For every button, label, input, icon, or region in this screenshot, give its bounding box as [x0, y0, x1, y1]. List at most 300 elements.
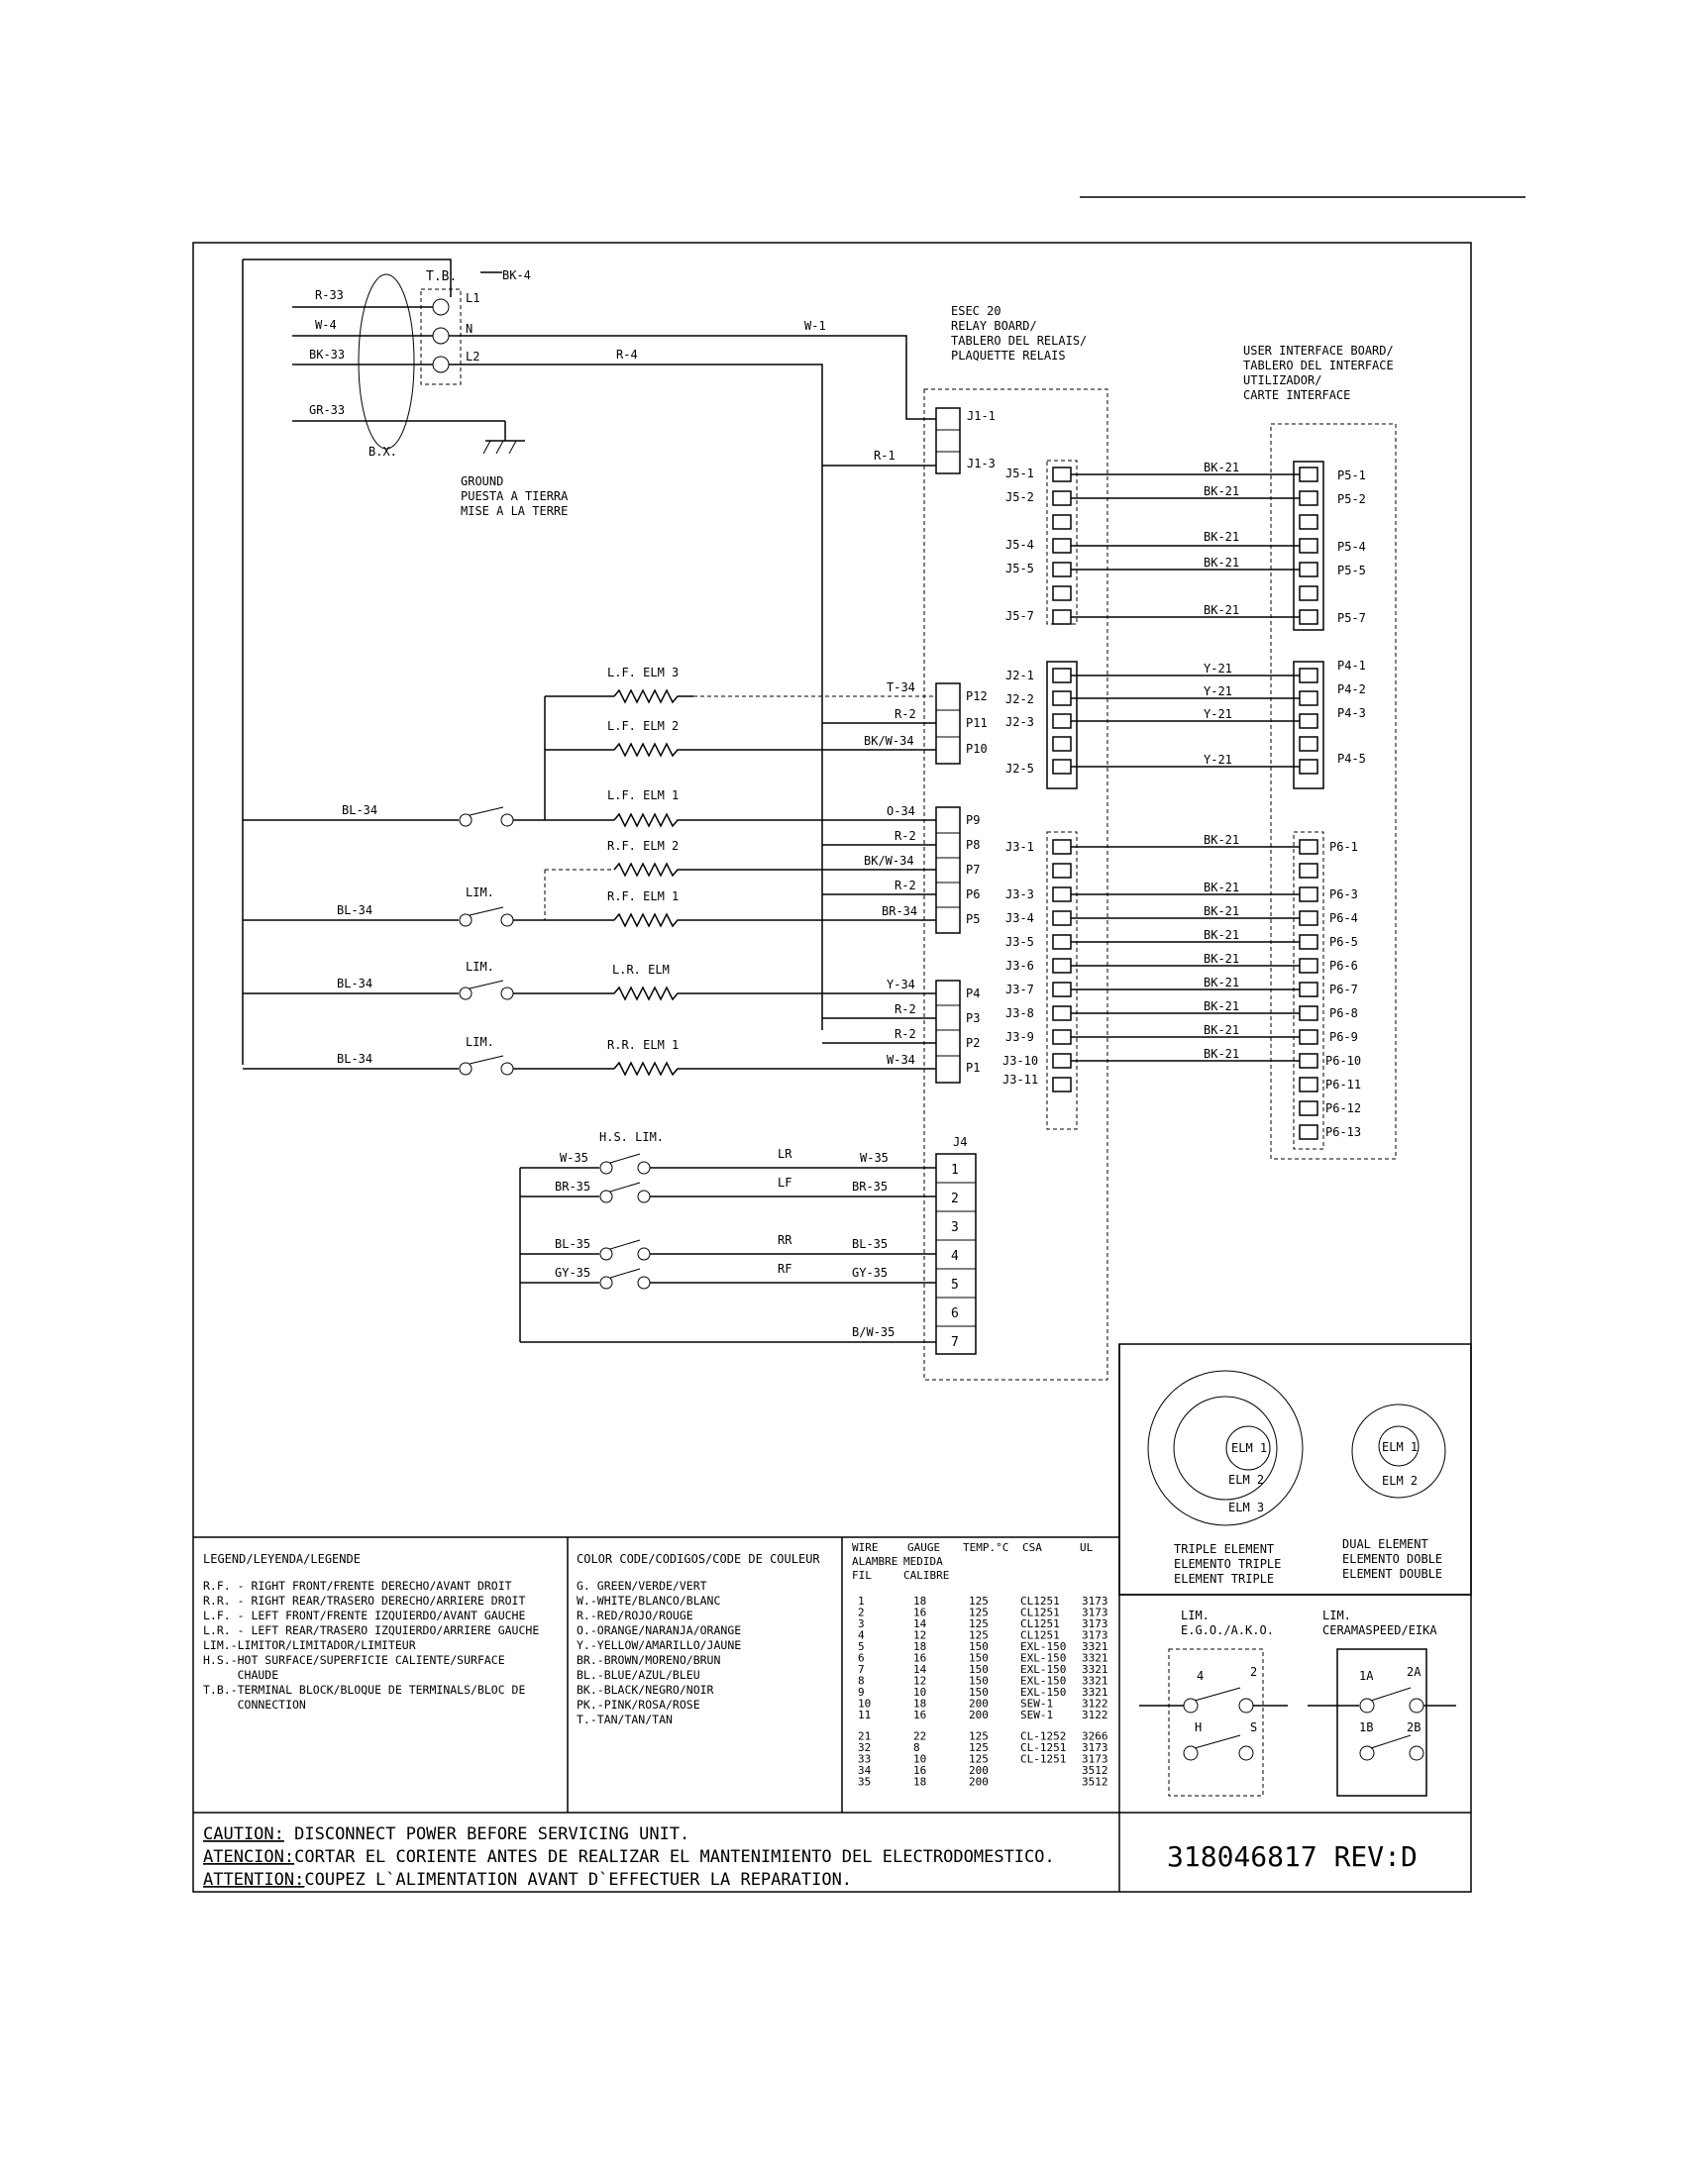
svg-text:P7: P7 [966, 863, 981, 877]
svg-text:R.F. ELM 2: R.F. ELM 2 [607, 839, 680, 853]
wire-table-cell: 14 [913, 1617, 927, 1630]
svg-text:6: 6 [951, 1306, 959, 1321]
svg-text:P4-5: P4-5 [1337, 752, 1366, 766]
svg-text:Y.-YELLOW/AMARILLO/JAUNE: Y.-YELLOW/AMARILLO/JAUNE [577, 1638, 742, 1652]
svg-text:R-2: R-2 [895, 1027, 916, 1041]
svg-text:P6-6: P6-6 [1329, 959, 1358, 973]
wire-table-cell: EXL-150 [1020, 1686, 1067, 1699]
svg-text:2A: 2A [1407, 1665, 1421, 1679]
svg-text:R-4: R-4 [616, 348, 638, 362]
svg-text:J3-11: J3-11 [1002, 1073, 1039, 1087]
wire-table-cell: 10 [858, 1697, 872, 1711]
svg-text:PLAQUETTE RELAIS: PLAQUETTE RELAIS [951, 349, 1066, 363]
svg-text:7: 7 [951, 1335, 959, 1350]
svg-text:LR: LR [778, 1147, 792, 1161]
svg-text:L.R. - LEFT REAR/TRASERO IZQUI: L.R. - LEFT REAR/TRASERO IZQUIERDO/ARRIERE GAUCHE [203, 1623, 540, 1637]
svg-text:BK-21: BK-21 [1204, 928, 1240, 942]
svg-text:R.R. - RIGHT REAR/TRASERO DERE: R.R. - RIGHT REAR/TRASERO DERECHO/ARRIERE DROIT [203, 1594, 526, 1608]
wire-table-cell: 21 [858, 1729, 872, 1743]
svg-text:L.F. - LEFT FRONT/FRENTE IZQUI: L.F. - LEFT FRONT/FRENTE IZQUIERDO/AVANT GAUCHE [203, 1609, 526, 1622]
svg-text:J1-3: J1-3 [967, 457, 996, 470]
svg-text:2B: 2B [1407, 1720, 1421, 1734]
svg-text:BK-21: BK-21 [1204, 530, 1240, 544]
svg-text:R-2: R-2 [895, 829, 916, 843]
wire-table-cell: 14 [913, 1663, 927, 1676]
wire-table-cell: CL1251 [1020, 1606, 1060, 1619]
svg-text:L2: L2 [466, 350, 480, 364]
j5-connector [1005, 461, 1077, 624]
svg-text:BK-21: BK-21 [1204, 556, 1240, 570]
wire-table-cell: 18 [913, 1640, 927, 1653]
wire-table-cell: 3321 [1082, 1640, 1108, 1653]
wire-table-cell: 150 [969, 1674, 989, 1688]
svg-text:G. GREEN/VERDE/VERT: G. GREEN/VERDE/VERT [577, 1579, 707, 1593]
wire-table-cell: 16 [913, 1709, 927, 1721]
heating-elements [545, 666, 693, 1075]
svg-text:J2-3: J2-3 [1005, 715, 1034, 729]
svg-text:P5-5: P5-5 [1337, 564, 1366, 577]
svg-text:WIRE: WIRE [852, 1541, 879, 1554]
svg-text:RELAY BOARD/: RELAY BOARD/ [951, 319, 1037, 333]
svg-text:J5-5: J5-5 [1005, 562, 1034, 575]
svg-text:CALIBRE: CALIBRE [903, 1569, 950, 1582]
svg-text:P6-5: P6-5 [1329, 935, 1358, 949]
svg-text:P6-9: P6-9 [1329, 1030, 1358, 1044]
svg-text:BR-34: BR-34 [882, 904, 918, 918]
wire-table-cell: 200 [969, 1775, 989, 1789]
svg-text:LIM.: LIM. [466, 1035, 494, 1049]
svg-text:ELM 1: ELM 1 [1382, 1440, 1419, 1454]
wire-table-cell: 9 [858, 1686, 865, 1699]
svg-text:P8: P8 [966, 838, 981, 852]
wire-table-cell: 12 [913, 1628, 927, 1642]
wire-table-cell: 125 [969, 1595, 989, 1608]
svg-text:J5-7: J5-7 [1005, 609, 1034, 623]
wire-table-cell: 150 [969, 1651, 989, 1665]
wire-table-cell: 1 [858, 1595, 865, 1608]
svg-text:J2-5: J2-5 [1005, 762, 1034, 776]
svg-text:TABLERO DEL INTERFACE: TABLERO DEL INTERFACE [1243, 359, 1394, 372]
wire-table-cell: 200 [969, 1709, 989, 1721]
wire-table-cell: 16 [913, 1764, 927, 1777]
wire-table-cell: 32 [858, 1741, 872, 1754]
svg-text:P6-1: P6-1 [1329, 840, 1358, 854]
svg-text:P5-4: P5-4 [1337, 540, 1366, 554]
svg-text:J3-3: J3-3 [1005, 887, 1034, 901]
svg-text:H: H [1195, 1720, 1203, 1734]
wire-table-cell: 3173 [1082, 1741, 1108, 1754]
svg-text:BK-21: BK-21 [1204, 952, 1240, 966]
svg-text:P10: P10 [966, 742, 988, 756]
j2-connector [1005, 662, 1077, 788]
svg-text:LIM.: LIM. [466, 885, 494, 899]
svg-text:P6-7: P6-7 [1329, 983, 1358, 996]
wire-table-cell: CL1251 [1020, 1617, 1060, 1630]
svg-text:ALAMBRE: ALAMBRE [852, 1555, 898, 1568]
svg-text:USER INTERFACE BOARD/: USER INTERFACE BOARD/ [1243, 344, 1394, 358]
svg-text:BL.-BLUE/AZUL/BLEU: BL.-BLUE/AZUL/BLEU [577, 1668, 700, 1682]
wire-table-cell: 3173 [1082, 1606, 1108, 1619]
svg-text:ESEC 20: ESEC 20 [951, 304, 1001, 318]
wire-table-cell: 125 [969, 1741, 989, 1754]
wire-table-cell: 4 [858, 1628, 865, 1642]
svg-text:ELM 1: ELM 1 [1231, 1441, 1268, 1455]
svg-text:J5-2: J5-2 [1005, 490, 1034, 504]
wire-table-cell: EXL-150 [1020, 1663, 1067, 1676]
svg-text:LF: LF [778, 1176, 792, 1190]
svg-text:GY-35: GY-35 [852, 1266, 889, 1280]
svg-text:ELEMENT DOUBLE: ELEMENT DOUBLE [1342, 1567, 1443, 1581]
svg-text:DUAL ELEMENT: DUAL ELEMENT [1342, 1537, 1428, 1551]
svg-text:J3-1: J3-1 [1005, 840, 1034, 854]
svg-text:LIM.: LIM. [1322, 1609, 1351, 1622]
tb-box [421, 289, 461, 384]
wire-table-cell: CL1251 [1020, 1595, 1060, 1608]
svg-text:FIL: FIL [852, 1569, 872, 1582]
svg-text:P4-1: P4-1 [1337, 659, 1366, 673]
wire-table-cell: 10 [913, 1752, 927, 1766]
hot-surface-section [520, 1130, 976, 1354]
svg-text:CERAMASPEED/EIKA: CERAMASPEED/EIKA [1322, 1623, 1437, 1637]
svg-text:GR-33: GR-33 [309, 403, 346, 417]
svg-text:R-1: R-1 [874, 449, 895, 463]
svg-text:J4: J4 [953, 1135, 968, 1149]
wire-table-cell: 35 [858, 1775, 872, 1789]
svg-text:J3-9: J3-9 [1005, 1030, 1034, 1044]
svg-text:W-4: W-4 [315, 318, 337, 332]
svg-text:Y-21: Y-21 [1204, 753, 1232, 767]
svg-text:P6-13: P6-13 [1325, 1125, 1362, 1139]
wire-table-cell: 125 [969, 1606, 989, 1619]
svg-text:5: 5 [951, 1278, 959, 1293]
wire-table-cell: 3266 [1082, 1729, 1108, 1743]
svg-text:T.-TAN/TAN/TAN: T.-TAN/TAN/TAN [577, 1713, 673, 1726]
svg-text:J2-2: J2-2 [1005, 692, 1034, 706]
wire-table-cell: 12 [913, 1674, 927, 1688]
j3-connector [1002, 832, 1077, 1129]
svg-text:ELM 2: ELM 2 [1382, 1474, 1419, 1488]
svg-text:LIM.: LIM. [1181, 1609, 1210, 1622]
wire-table-cell: 6 [858, 1651, 865, 1665]
bx-cable [359, 274, 414, 449]
wire-table-cell: 3173 [1082, 1628, 1108, 1642]
svg-text:ELM 2: ELM 2 [1228, 1473, 1265, 1487]
svg-text:BL-34: BL-34 [337, 903, 373, 917]
svg-text:J2-1: J2-1 [1005, 669, 1034, 682]
svg-text:W.-WHITE/BLANCO/BLANC: W.-WHITE/BLANCO/BLANC [577, 1594, 721, 1608]
svg-text:CHAUDE: CHAUDE [203, 1668, 279, 1682]
svg-text:BK-33: BK-33 [309, 348, 346, 362]
part-number: 318046817 REV:D [1167, 1840, 1418, 1873]
wire-table-cell: 3512 [1082, 1764, 1108, 1777]
svg-text:LEGEND/LEYENDA/LEGENDE: LEGEND/LEYENDA/LEGENDE [203, 1552, 361, 1566]
svg-text:J3-8: J3-8 [1005, 1006, 1034, 1020]
svg-text:P5: P5 [966, 912, 981, 926]
wire-table-cell: 3122 [1082, 1697, 1108, 1711]
svg-text:4: 4 [1197, 1669, 1205, 1683]
wire-table-cell: 18 [913, 1775, 927, 1789]
svg-text:CAUTION: DISCONNECT POWER BEFO: CAUTION: DISCONNECT POWER BEFORE SERVICING UNIT. [203, 1824, 690, 1844]
svg-text:E.G.O./A.K.O.: E.G.O./A.K.O. [1181, 1623, 1274, 1637]
wire-table-cell: 18 [913, 1595, 927, 1608]
svg-text:P12: P12 [966, 689, 988, 703]
svg-text:3: 3 [951, 1220, 959, 1235]
svg-text:P2: P2 [966, 1036, 981, 1050]
wire-table-cell: 2 [858, 1606, 865, 1619]
svg-text:MEDIDA: MEDIDA [903, 1555, 943, 1568]
wire-table-cell: 150 [969, 1663, 989, 1676]
svg-text:BK-21: BK-21 [1204, 603, 1240, 617]
wire-table-cell: 18 [913, 1697, 927, 1711]
svg-text:ELEMENT TRIPLE: ELEMENT TRIPLE [1174, 1572, 1275, 1586]
svg-text:CSA: CSA [1022, 1541, 1042, 1554]
svg-text:H.S.-HOT SURFACE/SUPERFICIE CA: H.S.-HOT SURFACE/SUPERFICIE CALIENTE/SURFACE [203, 1653, 505, 1667]
svg-text:UTILIZADOR/: UTILIZADOR/ [1243, 373, 1322, 387]
svg-text:R.R. ELM 1: R.R. ELM 1 [607, 1038, 680, 1052]
svg-text:J3-5: J3-5 [1005, 935, 1034, 949]
svg-text:P4: P4 [966, 987, 981, 1000]
svg-text:PK.-PINK/ROSA/ROSE: PK.-PINK/ROSA/ROSE [577, 1698, 700, 1712]
wire-table-cell: 3173 [1082, 1617, 1108, 1630]
svg-text:P4-3: P4-3 [1337, 706, 1366, 720]
legend [203, 1552, 539, 1712]
svg-text:BK-21: BK-21 [1204, 833, 1240, 847]
svg-text:TEMP.°C: TEMP.°C [963, 1541, 1009, 1554]
svg-text:L.R. ELM: L.R. ELM [612, 963, 670, 977]
wire-table-cell: 3321 [1082, 1686, 1108, 1699]
wire-table-cell: 125 [969, 1617, 989, 1630]
tb-title: T.B. [426, 269, 458, 284]
svg-text:J1-1: J1-1 [967, 409, 996, 423]
wire-table-cell: 5 [858, 1640, 865, 1653]
svg-text:R-33: R-33 [315, 288, 344, 302]
svg-text:GROUND: GROUND [461, 474, 504, 488]
wire-table-cell: 22 [913, 1729, 927, 1743]
wire-table-cell: 10 [913, 1686, 927, 1699]
svg-text:R.F. - RIGHT FRONT/FRENTE DERE: R.F. - RIGHT FRONT/FRENTE DERECHO/AVANT DROIT [203, 1579, 512, 1593]
svg-text:L.F. ELM 3: L.F. ELM 3 [607, 666, 680, 679]
wire-table-cell: CL1251 [1020, 1628, 1060, 1642]
svg-text:Y-21: Y-21 [1204, 662, 1232, 676]
svg-text:BK/W-34: BK/W-34 [864, 734, 914, 748]
svg-text:CONNECTION: CONNECTION [203, 1698, 306, 1712]
bk4-label: BK-4 [502, 268, 531, 282]
svg-text:1B: 1B [1359, 1720, 1374, 1734]
svg-text:BK.-BLACK/NEGRO/NOIR: BK.-BLACK/NEGRO/NOIR [577, 1683, 714, 1697]
svg-text:BL-34: BL-34 [342, 803, 378, 817]
dual-element-diagram [1342, 1404, 1445, 1581]
wire-table-cell: 3321 [1082, 1651, 1108, 1665]
svg-text:B.X.: B.X. [368, 445, 397, 459]
svg-text:T.B.-TERMINAL BLOCK/BLOQUE DE: T.B.-TERMINAL BLOCK/BLOQUE DE TERMINALS/BLOC DE [203, 1683, 526, 1697]
svg-text:R-2: R-2 [895, 1002, 916, 1016]
svg-text:W-35: W-35 [560, 1151, 588, 1165]
svg-text:UL: UL [1080, 1541, 1094, 1554]
wire-table-cell: EXL-150 [1020, 1674, 1067, 1688]
atencion-lead: ATENCION: [203, 1847, 295, 1867]
terminal-block [243, 260, 569, 1065]
wire-table-cell: 7 [858, 1663, 865, 1676]
svg-text:R.F. ELM 1: R.F. ELM 1 [607, 889, 680, 903]
svg-text:J3-7: J3-7 [1005, 983, 1034, 996]
svg-text:ELM 3: ELM 3 [1228, 1501, 1265, 1514]
svg-text:O.-ORANGE/NARANJA/ORANGE: O.-ORANGE/NARANJA/ORANGE [577, 1623, 742, 1637]
wire-table-cell: 200 [969, 1764, 989, 1777]
svg-text:P6-11: P6-11 [1325, 1078, 1362, 1092]
svg-text:J5-4: J5-4 [1005, 538, 1034, 552]
wire-table-cell: 125 [969, 1628, 989, 1642]
svg-text:BK-21: BK-21 [1204, 999, 1240, 1013]
wire-table-cell: 150 [969, 1686, 989, 1699]
wire-table-cell: EXL-150 [1020, 1651, 1067, 1665]
svg-text:2: 2 [951, 1192, 959, 1206]
svg-text:P11: P11 [966, 716, 988, 730]
svg-text:Y-21: Y-21 [1204, 707, 1232, 721]
svg-text:P5-7: P5-7 [1337, 611, 1366, 625]
svg-text:P5-1: P5-1 [1337, 468, 1366, 482]
wire-table-cell: 200 [969, 1697, 989, 1711]
svg-text:BK-21: BK-21 [1204, 904, 1240, 918]
svg-text:P6-4: P6-4 [1329, 911, 1358, 925]
wire-table-cell: 3173 [1082, 1595, 1108, 1608]
svg-text:LIM.-LIMITOR/LIMITADOR/LIMITEU: LIM.-LIMITOR/LIMITADOR/LIMITEUR [203, 1638, 416, 1652]
svg-text:J3-10: J3-10 [1002, 1054, 1039, 1068]
svg-text:2: 2 [1250, 1665, 1258, 1679]
wire-table-cell: CL-1251 [1020, 1741, 1067, 1754]
svg-text:BK-21: BK-21 [1204, 484, 1240, 498]
svg-text:BK/W-34: BK/W-34 [864, 854, 914, 868]
svg-text:GAUGE: GAUGE [907, 1541, 941, 1554]
svg-text:COLOR CODE/CODIGOS/CODE DE COU: COLOR CODE/CODIGOS/CODE DE COULEUR [577, 1552, 820, 1566]
wire-table-cell: CL-1252 [1020, 1729, 1067, 1743]
svg-text:BL-34: BL-34 [337, 1052, 373, 1066]
wire-table-cell: 125 [969, 1729, 989, 1743]
svg-text:CARTE INTERFACE: CARTE INTERFACE [1243, 388, 1351, 402]
element-wires [693, 680, 936, 1069]
svg-text:1A: 1A [1359, 1669, 1374, 1683]
svg-text:Y-34: Y-34 [887, 978, 915, 991]
svg-text:J5-1: J5-1 [1005, 467, 1034, 480]
wire-table-cell: 150 [969, 1640, 989, 1653]
wire-table-cell: SEW-1 [1020, 1709, 1054, 1721]
svg-text:RF: RF [778, 1262, 792, 1276]
svg-text:P4-2: P4-2 [1337, 682, 1366, 696]
wire-table-cell: 16 [913, 1606, 927, 1619]
svg-text:L.F. ELM 1: L.F. ELM 1 [607, 788, 680, 802]
wire-table-cell: 8 [858, 1674, 865, 1688]
svg-text:ELEMENTO TRIPLE: ELEMENTO TRIPLE [1174, 1557, 1282, 1571]
svg-text:ATTENTION:COUPEZ L`ALIMENTATIO: ATTENTION:COUPEZ L`ALIMENTATION AVANT D`EFFECTUER LA REPARATION. [203, 1870, 853, 1890]
svg-text:W-35: W-35 [860, 1151, 889, 1165]
svg-text:LIM.: LIM. [466, 960, 494, 974]
svg-text:BL-34: BL-34 [337, 977, 373, 990]
wire-table-cell: 3122 [1082, 1709, 1108, 1721]
ego-limiter [1139, 1609, 1288, 1796]
svg-text:BR.-BROWN/MORENO/BRUN: BR.-BROWN/MORENO/BRUN [577, 1653, 721, 1667]
svg-text:H.S. LIM.: H.S. LIM. [599, 1130, 665, 1144]
caution-block [203, 1824, 1055, 1890]
svg-text:J3-4: J3-4 [1005, 911, 1034, 925]
svg-text:4: 4 [951, 1249, 959, 1264]
wire-table-cell: 3 [858, 1617, 865, 1630]
wire-table-cell: 34 [858, 1764, 872, 1777]
bl34-lines [243, 803, 614, 1075]
svg-text:R-2: R-2 [895, 707, 916, 721]
caution-lead: CAUTION: [203, 1824, 284, 1844]
svg-text:ELEMENTO DOBLE: ELEMENTO DOBLE [1342, 1552, 1443, 1566]
svg-text:MISE A LA TERRE: MISE A LA TERRE [461, 504, 569, 518]
svg-text:P5-2: P5-2 [1337, 492, 1366, 506]
svg-text:BK-21: BK-21 [1204, 1023, 1240, 1037]
svg-text:BK-21: BK-21 [1204, 881, 1240, 894]
svg-text:P6-10: P6-10 [1325, 1054, 1362, 1068]
svg-text:L.F. ELM 2: L.F. ELM 2 [607, 719, 680, 733]
svg-text:BL-35: BL-35 [852, 1237, 889, 1251]
svg-text:T-34: T-34 [887, 680, 915, 694]
svg-text:R-2: R-2 [895, 879, 916, 892]
svg-text:P6: P6 [966, 887, 981, 901]
harness-j2-p4 [1071, 662, 1300, 767]
svg-text:1: 1 [951, 1163, 959, 1178]
wire-table-cell: EXL-150 [1020, 1640, 1067, 1653]
svg-text:ATENCION:CORTAR EL CORIENTE AN: ATENCION:CORTAR EL CORIENTE ANTES DE REALIZAR EL MANTENIMIENTO DEL ELECTRODOMESTICO. [203, 1847, 1055, 1867]
svg-text:P6-8: P6-8 [1329, 1006, 1358, 1020]
svg-text:TABLERO DEL RELAIS/: TABLERO DEL RELAIS/ [951, 334, 1088, 348]
wire-table-cell: 16 [913, 1651, 927, 1665]
attention-lead: ATTENTION: [203, 1870, 305, 1890]
p-connectors [936, 683, 988, 1083]
wire-table-cell: SEW-1 [1020, 1697, 1054, 1711]
svg-text:L1: L1 [466, 291, 480, 305]
svg-text:B/W-35: B/W-35 [852, 1325, 895, 1339]
svg-text:N: N [466, 322, 474, 336]
wire-table-cell: CL-1251 [1020, 1752, 1067, 1766]
wire-table-cell: 3321 [1082, 1663, 1108, 1676]
svg-text:R.-RED/ROJO/ROUGE: R.-RED/ROJO/ROUGE [577, 1609, 693, 1622]
svg-text:W-1: W-1 [804, 319, 826, 333]
triple-element-diagram [1148, 1371, 1303, 1586]
svg-text:TRIPLE ELEMENT: TRIPLE ELEMENT [1174, 1542, 1275, 1556]
svg-text:J3-6: J3-6 [1005, 959, 1034, 973]
wire-table-cell: 11 [858, 1709, 872, 1721]
svg-text:W-34: W-34 [887, 1053, 915, 1067]
svg-text:RR: RR [778, 1233, 792, 1247]
svg-text:S: S [1250, 1720, 1258, 1734]
wire-table-cell: 8 [913, 1741, 920, 1754]
wire-table-cell: 125 [969, 1752, 989, 1766]
svg-text:BK-21: BK-21 [1204, 461, 1240, 474]
svg-text:P6-12: P6-12 [1325, 1101, 1362, 1115]
ceramaspeed-limiter [1308, 1609, 1456, 1796]
svg-text:BK-21: BK-21 [1204, 976, 1240, 989]
svg-text:GY-35: GY-35 [555, 1266, 591, 1280]
svg-text:BL-35: BL-35 [555, 1237, 591, 1251]
svg-text:BR-35: BR-35 [852, 1180, 889, 1194]
color-code [577, 1552, 820, 1726]
svg-text:P1: P1 [966, 1061, 981, 1075]
harness-j5-p5 [1071, 461, 1300, 617]
svg-text:O-34: O-34 [887, 804, 915, 818]
svg-text:P6-3: P6-3 [1329, 887, 1358, 901]
wire-spec-table [852, 1541, 1108, 1789]
svg-text:PUESTA A TIERRA: PUESTA A TIERRA [461, 489, 569, 503]
wire-table-cell: 3173 [1082, 1752, 1108, 1766]
svg-text:P3: P3 [966, 1011, 981, 1025]
wire-table-cell: 3512 [1082, 1775, 1108, 1789]
wire-table-cell: 3321 [1082, 1674, 1108, 1688]
harness-j3-p6 [1071, 833, 1300, 1061]
svg-text:P9: P9 [966, 813, 981, 827]
